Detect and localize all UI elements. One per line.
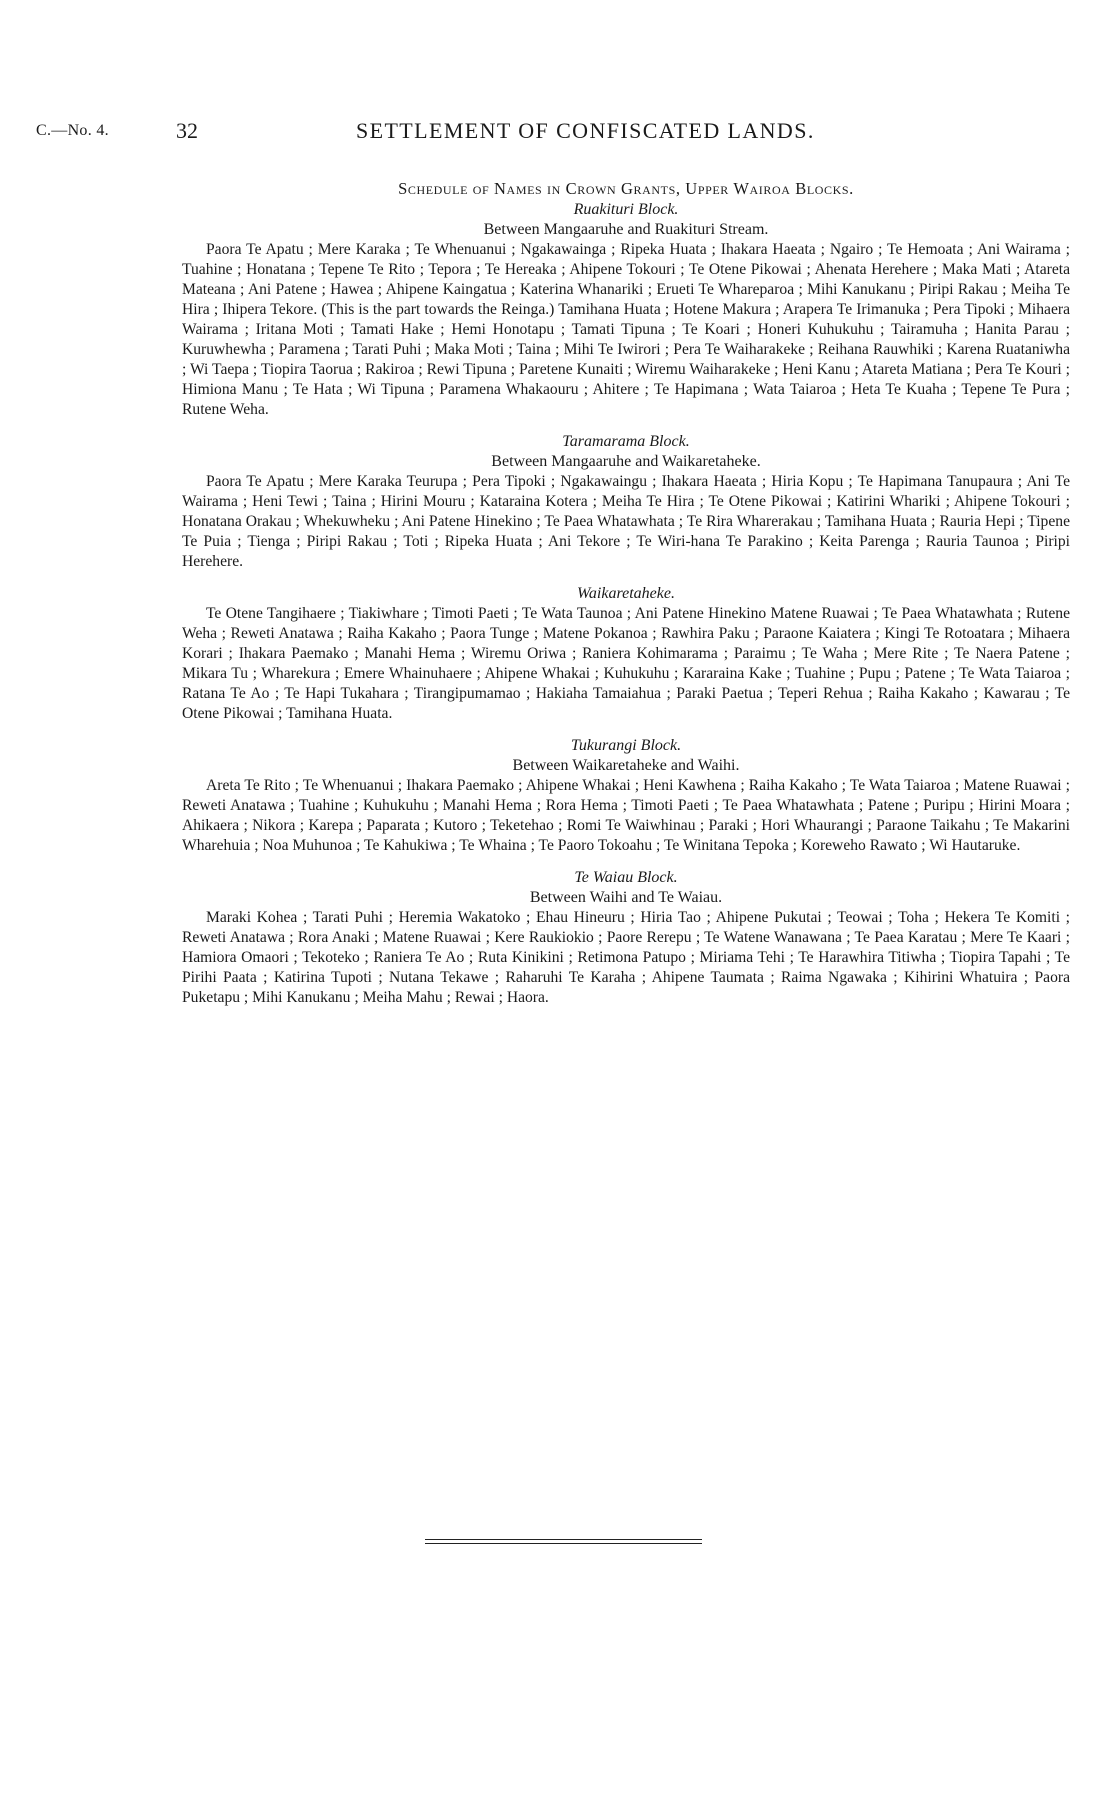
block-names-list: Te Otene Tangihaere ; Tiakiwhare ; Timoti Paeti ; Te Wata Taunoa ; Ani Patene Hinekino Matene Ruawai ; Te Paea Whatawhata ; Rutene Weha ; Reweti Anatawa ; Raiha Kakaho ; Paora Tunge ; Matene Pokanoa ; Rawhira Paku ; Paraone Kaiatera ; Kingi Te Rotoatara ; Mihaera Korari ; Ihakara Paemako ; Manahi Hema ; Wiremu Oriwa ; Raniera Kohimarama ; Paraimu ; Te Waha ; Mere Rite ; Te Naera Patene ; Mikara Tu ; Wharekura ; Emere Whainuhaere ; Ahipene Whakai ; Kuhukuhu ; Kararaina Kake ; Tuahine ; Pupu ; Patene ; Te Wata Taiaroa ; Ratana Te Ao ; Te Hapi Tukahara ; Tirangipumamao ; Hakiaha Tamaiahua ; Paraki Paetua ; Teperi Rehua ; Raiha Kakaho ; Kawarau ; Te Otene Pikowai ; Tamihana Huata. [182, 605, 1070, 722]
block-ruakituri [182, 200, 1070, 420]
block-name: Tukurangi Block. [570, 737, 682, 754]
block-subtitle: Between Waihi and Te Waiau. [529, 889, 723, 906]
block-names-list: Maraki Kohea ; Tarati Puhi ; Heremia Wakatoko ; Ehau Hineuru ; Hiria Tao ; Ahipene Pukutai ; Teowai ; Toha ; Hekera Te Komiti ; Reweti Anatawa ; Rora Anaki ; Matene Ruawai ; Kere Raukiokio ; Paore Rerepu ; Te Watene Wanawana ; Te Paea Karatau ; Mere Te Kaari ; Hamiora Omaori ; Tekoteko ; Raniera Te Ao ; Ruta Kinikini ; Retimona Patupo ; Miriama Tehi ; Te Harawhira Titiwha ; Tiopira Tapahi ; Te Pirihi Paata ; Katirina Tupoti ; Nutana Tekawe ; Raharuhi Te Karaha ; Ahipene Taumata ; Raima Ngawaka ; Kihirini Whatuira ; Paora Puketapu ; Mihi Kanukanu ; Meiha Mahu ; Rewai ; Haora. [182, 909, 1070, 1006]
block-names-list: Paora Te Apatu ; Mere Karaka ; Te Whenuanui ; Ngakawainga ; Ripeka Huata ; Ihakara Haeata ; Ngairo ; Te Hemoata ; Ani Wairama ; Tuahine ; Honatana ; Tepene Te Rito ; Tepora ; Te Hereaka ; Ahipene Tokouri ; Te Otene Pikowai ; Ahenata Herehere ; Maka Mati ; Atareta Mateana ; Ani Patene ; Hawea ; Ahipene Kaingatua ; Katerina Whanariki ; Erueti Te Whareparoa ; Mihi Kanukanu ; Piripi Rakau ; Meiha Te Hira ; Ihipera Tekore. (This is the part towards the Reinga.) Tamihana Huata ; Hotene Makura ; Arapera Te Irimanuka ; Pera Tipoki ; Mihaera Wairama ; Iritana Moti ; Tamati Hake ; Hemi Honotapu ; Tamati Tipuna ; Te Koari ; Honeri Kuhukuhu ; Tairamuha ; Hanita Parau ; Kuruwhewha ; Paramena ; Tarati Puhi ; Maka Moti ; Taina ; Mihi Te Iwirori ; Pera Te Waiharakeke ; Reihana Rauwhiki ; Karena Ruataniwha ; Wi Taepa ; Tiopira Taorua ; Rakiroa ; Rewi Tipuna ; Paretene Kunaiti ; Wiremu Waiharakeke ; Heni Kanu ; Atareta Matiana ; Pera Te Kouri ; Himiona Manu ; Te Hata ; Wi Tipuna ; Paramena Whakaouru ; Ahitere ; Te Hapimana ; Wata Taiaroa ; Heta Te Kuaha ; Tepene Te Pura ; Rutene Weha. [182, 241, 1070, 418]
schedule-content [182, 178, 1070, 1020]
page-header [36, 118, 1076, 148]
block-subtitle: Between Mangaaruhe and Waikaretaheke. [491, 453, 761, 470]
footer-rule [425, 1543, 702, 1544]
block-name: Waikaretaheke. [577, 585, 675, 602]
document-reference: C.—No. 4. [36, 122, 109, 139]
block-te-waiau [182, 868, 1070, 1008]
schedule-title: Schedule of Names in Crown Grants, Upper Wairoa Blocks. [398, 179, 854, 198]
block-waikaretaheke [182, 584, 1070, 724]
block-subtitle: Between Mangaaruhe and Ruakituri Stream. [483, 221, 769, 238]
footer-rule [425, 1539, 702, 1540]
block-subtitle: Between Waikaretaheke and Waihi. [512, 757, 740, 774]
block-name: Ruakituri Block. [573, 201, 679, 218]
block-taramarama [182, 432, 1070, 572]
block-names-list: Areta Te Rito ; Te Whenuanui ; Ihakara Paemako ; Ahipene Whakai ; Heni Kawhena ; Raiha Kakaho ; Te Wata Taiaroa ; Matene Ruawai ; Reweti Anatawa ; Tuahine ; Kuhukuhu ; Manahi Hema ; Rora Hema ; Timoti Paeti ; Te Paea Whatawhata ; Patene ; Puripu ; Hirini Moara ; Ahikaera ; Nikora ; Karepa ; Paparata ; Kutoro ; Teketehao ; Romi Te Waiwhinau ; Paraki ; Hori Whaurangi ; Paraone Taikahu ; Te Makarini Wharehuia ; Noa Muhunoa ; Te Kahukiwa ; Te Whaina ; Te Paoro Tokoahu ; Te Winitana Tepoka ; Koreweho Rawato ; Wi Hautaruke. [182, 777, 1070, 854]
page-title: SETTLEMENT OF CONFISCATED LANDS. [356, 118, 815, 143]
page-number: 32 [176, 118, 198, 143]
block-tukurangi [182, 736, 1070, 856]
block-names-list: Paora Te Apatu ; Mere Karaka Teurupa ; Pera Tipoki ; Ngakawaingu ; Ihakara Haeata ; Hiria Kopu ; Te Hapimana Tanupaura ; Ani Te Wairama ; Heni Tewi ; Taina ; Hirini Mouru ; Kataraina Kotera ; Meiha Te Hira ; Te Otene Pikowai ; Katirini Whariki ; Ahipene Tokouri ; Honatana Orakau ; Whekuwheku ; Ani Patene Hinekino ; Te Paea Whatawhata ; Te Rira Wharerakau ; Tamihana Huata ; Rauria Hepi ; Tipene Te Puia ; Tienga ; Piripi Rakau ; Toti ; Ripeka Huata ; Ani Tekore ; Te Wiri-hana Te Parakino ; Keita Parenga ; Rauria Taunoa ; Piripi Herehere. [182, 473, 1070, 570]
block-name: Te Waiau Block. [574, 869, 678, 886]
block-name: Taramarama Block. [562, 433, 690, 450]
